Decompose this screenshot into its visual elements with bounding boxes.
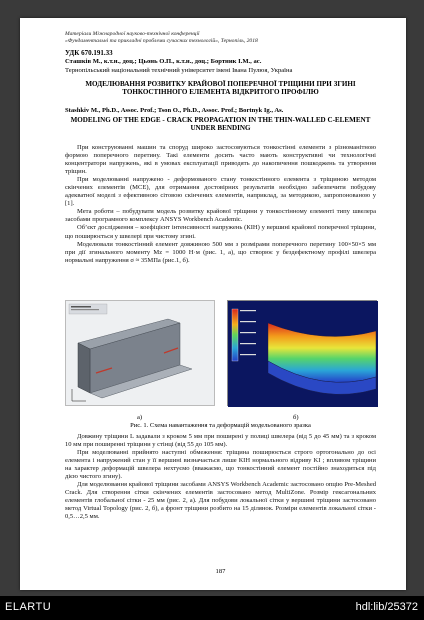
body-text-section-1 [65, 144, 376, 265]
stress-distribution-render [228, 301, 378, 407]
figure-caption: Рис. 1. Схема навантаження та деформацій модельованого зразка [130, 422, 311, 429]
udk-code: УДК 670.191.33 [65, 49, 113, 57]
paragraph: Мета роботи – побудувати модель розвитку крайової тріщини у тонкостінному елементі типу швелера засобами програмного комплексу ANSYS Workbench Academic. [65, 208, 376, 224]
document-page [20, 18, 406, 590]
figure-1 [65, 300, 376, 421]
header-line-2: «Фундаментальні та прикладні проблеми сучасних технологій», Тернопіль, 2018 [65, 38, 258, 44]
c-channel-beam-render [66, 301, 216, 407]
repository-footer-bar [0, 596, 424, 620]
title-ukrainian: МОДЕЛЮВАННЯ РОЗВИТКУ КРАЙОВОЇ ПОПЕРЕЧНОЇ ТРІЩИНИ ПРИ ЗГИНІ ТОНКОСТІННОГО ЕЛЕМЕНТА ВІДКРИТОГО ПРОФІЛЮ [85, 80, 356, 97]
body-text-section-2 [65, 433, 376, 522]
page-number: 187 [215, 568, 226, 575]
figure-label-b: б) [293, 414, 299, 421]
title-english: MODELING OF THE EDGE - CRACK PROPAGATION IN THE THIN-WALLED C-ELEMENT UNDER BENDING [70, 116, 371, 133]
institution: Тернопільський національний технічний університет імені Івана Пулюя, Україна [65, 67, 293, 74]
paragraph: Для моделювання крайової тріщини засобами ANSYS Workbench Academic застосовано опцію Pre-Meshed Crack. Для створення сітки скінчених елементів застосовано метод MultiZone. Розмір гексагональних елементів глобальної сітки - 25 мм (рис. 2, а). Для побудови локальної сітки у вершині тріщини застосовано метод Virtual Topology (рис. 2, б), а фронт тріщини розбито на 15 ділянок. Розміри елементів локальної сітки - 0,5…2,5 мм. [65, 481, 376, 521]
figure-1b-stress-contour-image [227, 300, 377, 406]
repository-brand-link[interactable]: ELARTU [5, 601, 52, 613]
paragraph: Моделювали тонкостінний елемент довжиною 500 мм з розмірами поперечного перетину 100×50×5 мм при дії згинального моменту Mz = 1000 Н·м (рис. 1, а), що створює у бездефектному профілі швелера нормальні напруження σ ≈ 35МПа (рис.1, б). [65, 240, 376, 264]
handle-identifier-link[interactable]: hdl:lib/25372 [355, 601, 418, 613]
paragraph: При моделюванні напружено - деформованого стану тонкостінного елемента з тріщиною методом скінчених елементів (МСЕ), для отримання достовірних результатів необхідно забезпечити побудову адекватної моделі з ефективною сітовою скінчених елементів, наприклад, за методикою, запропонованою у [1]. [65, 176, 376, 208]
conference-header [65, 31, 376, 45]
figure-label-a: а) [137, 414, 143, 421]
paragraph: Об’єкт дослідження – коефіцієнт інтенсивності напружень (КІН) у вершині крайової поперечної тріщини, що поширюється у швелері при чистому згині. [65, 224, 376, 240]
figure-1a-beam-model-image [65, 300, 215, 406]
paragraph: При конструюванні машин та споруд широко застосовуються тонкостінні елементи з різноманітною формою поперечного перетину. Такі елементи досить часто мають конструктивні чи технологічні концентратори напружень, які в умовах експлуатації приводять до накопичення пошкоджень та утворення тріщин. [65, 144, 376, 176]
paragraph: При моделюванні прийнято наступні обмеження: тріщина поширюється строго ортогонально до осі елемента і напружений стан у її вершині визначається лише КІН нормального відриву KI ; впливом тріщини на характер деформацій швелера нехтуємо (вважаємо, що тонкостінний елемент постійно знаходиться під дією чистого згину). [65, 449, 376, 481]
authors-english: Stashkiv M., Ph.D., Assoc. Prof.; Tson O., Ph.D., Assoc. Prof.; Bortnyk Ig., As. [65, 107, 284, 114]
header-line-1: Матеріали Міжнародної науково-технічної конференції [65, 31, 200, 37]
paragraph: Довжину тріщини L задавали з кроком 5 мм при поширені у полиці швелера (від 5 до 45 мм) та з кроком 10 мм при поширенні тріщини у стінці (від 55 до 105 мм). [65, 433, 376, 449]
authors-ukrainian: Сташків М., к.т.н., доц.; Цьонь О.П., к.т.н., доц.; Бортник І.М., ас. [65, 58, 262, 65]
